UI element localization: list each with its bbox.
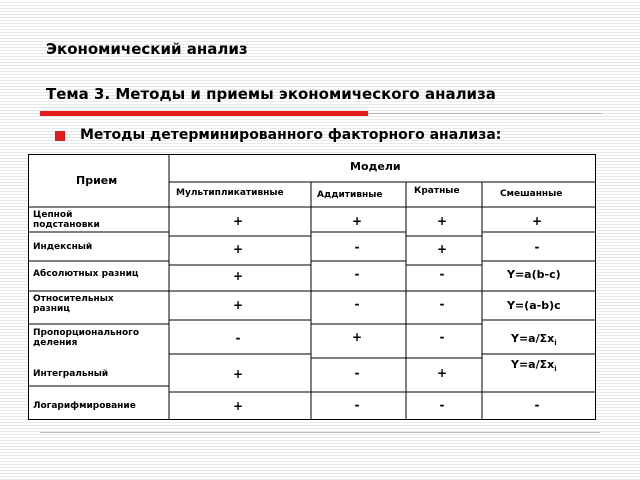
bullet-text: Методы детерминированного факторного анализа: bbox=[80, 127, 502, 143]
slide-topic: Тема 3. Методы и приемы экономического анализа bbox=[46, 85, 496, 103]
bullet-square-icon bbox=[55, 131, 65, 141]
cell-value: + bbox=[232, 242, 244, 256]
col-header-additive: Аддитивные bbox=[317, 190, 383, 200]
row-name: Индексный bbox=[33, 242, 93, 252]
cell-value: + bbox=[232, 399, 244, 413]
cell-value: - bbox=[439, 297, 445, 311]
divider-red bbox=[40, 111, 368, 116]
cell-value: + bbox=[351, 214, 363, 228]
row-name: Пропорционального деления bbox=[33, 328, 140, 348]
cell-value: - bbox=[439, 330, 445, 344]
cell-formula: Y=a(b-c) bbox=[507, 268, 561, 281]
cell-formula: Y=(a-b)c bbox=[507, 299, 561, 312]
cell-value: - bbox=[354, 267, 360, 281]
cell-value: - bbox=[354, 366, 360, 380]
row-name: Абсолютных разниц bbox=[33, 269, 139, 279]
cell-formula: $Y=a/\Sigma x_i$ bbox=[511, 332, 557, 348]
cell-value: - bbox=[235, 331, 241, 345]
row-name: Логарифмирование bbox=[33, 401, 136, 411]
cell-value: + bbox=[351, 330, 363, 344]
col-header-mixed: Смешанные bbox=[500, 189, 563, 199]
cell-value: + bbox=[436, 242, 448, 256]
row-name: Цепной подстановки bbox=[33, 210, 100, 230]
header-method: Прием bbox=[76, 174, 118, 187]
slide-title: Экономический анализ bbox=[46, 40, 248, 58]
cell-value: + bbox=[232, 367, 244, 381]
col-header-multiplicative: Мультипликативные bbox=[176, 188, 284, 198]
cell-value: + bbox=[436, 366, 448, 380]
cell-value: - bbox=[354, 240, 360, 254]
cell-value: - bbox=[439, 267, 445, 281]
bottom-divider bbox=[40, 432, 600, 433]
cell-value: + bbox=[232, 269, 244, 283]
cell-value: - bbox=[534, 398, 540, 412]
cell-value: - bbox=[534, 240, 540, 254]
col-header-multiple: Кратные bbox=[414, 186, 460, 196]
row-name: Интегральный bbox=[33, 369, 109, 379]
cell-value: + bbox=[232, 214, 244, 228]
cell-value: - bbox=[354, 398, 360, 412]
cell-value: - bbox=[439, 398, 445, 412]
cell-formula: $Y=a/\Sigma x_i$ bbox=[511, 358, 557, 374]
cell-value: - bbox=[354, 297, 360, 311]
cell-value: + bbox=[531, 214, 543, 228]
cell-value: + bbox=[232, 298, 244, 312]
row-name: Относительных разниц bbox=[33, 294, 114, 314]
methods-table bbox=[28, 154, 596, 420]
header-models: Модели bbox=[350, 160, 401, 173]
cell-value: + bbox=[436, 214, 448, 228]
